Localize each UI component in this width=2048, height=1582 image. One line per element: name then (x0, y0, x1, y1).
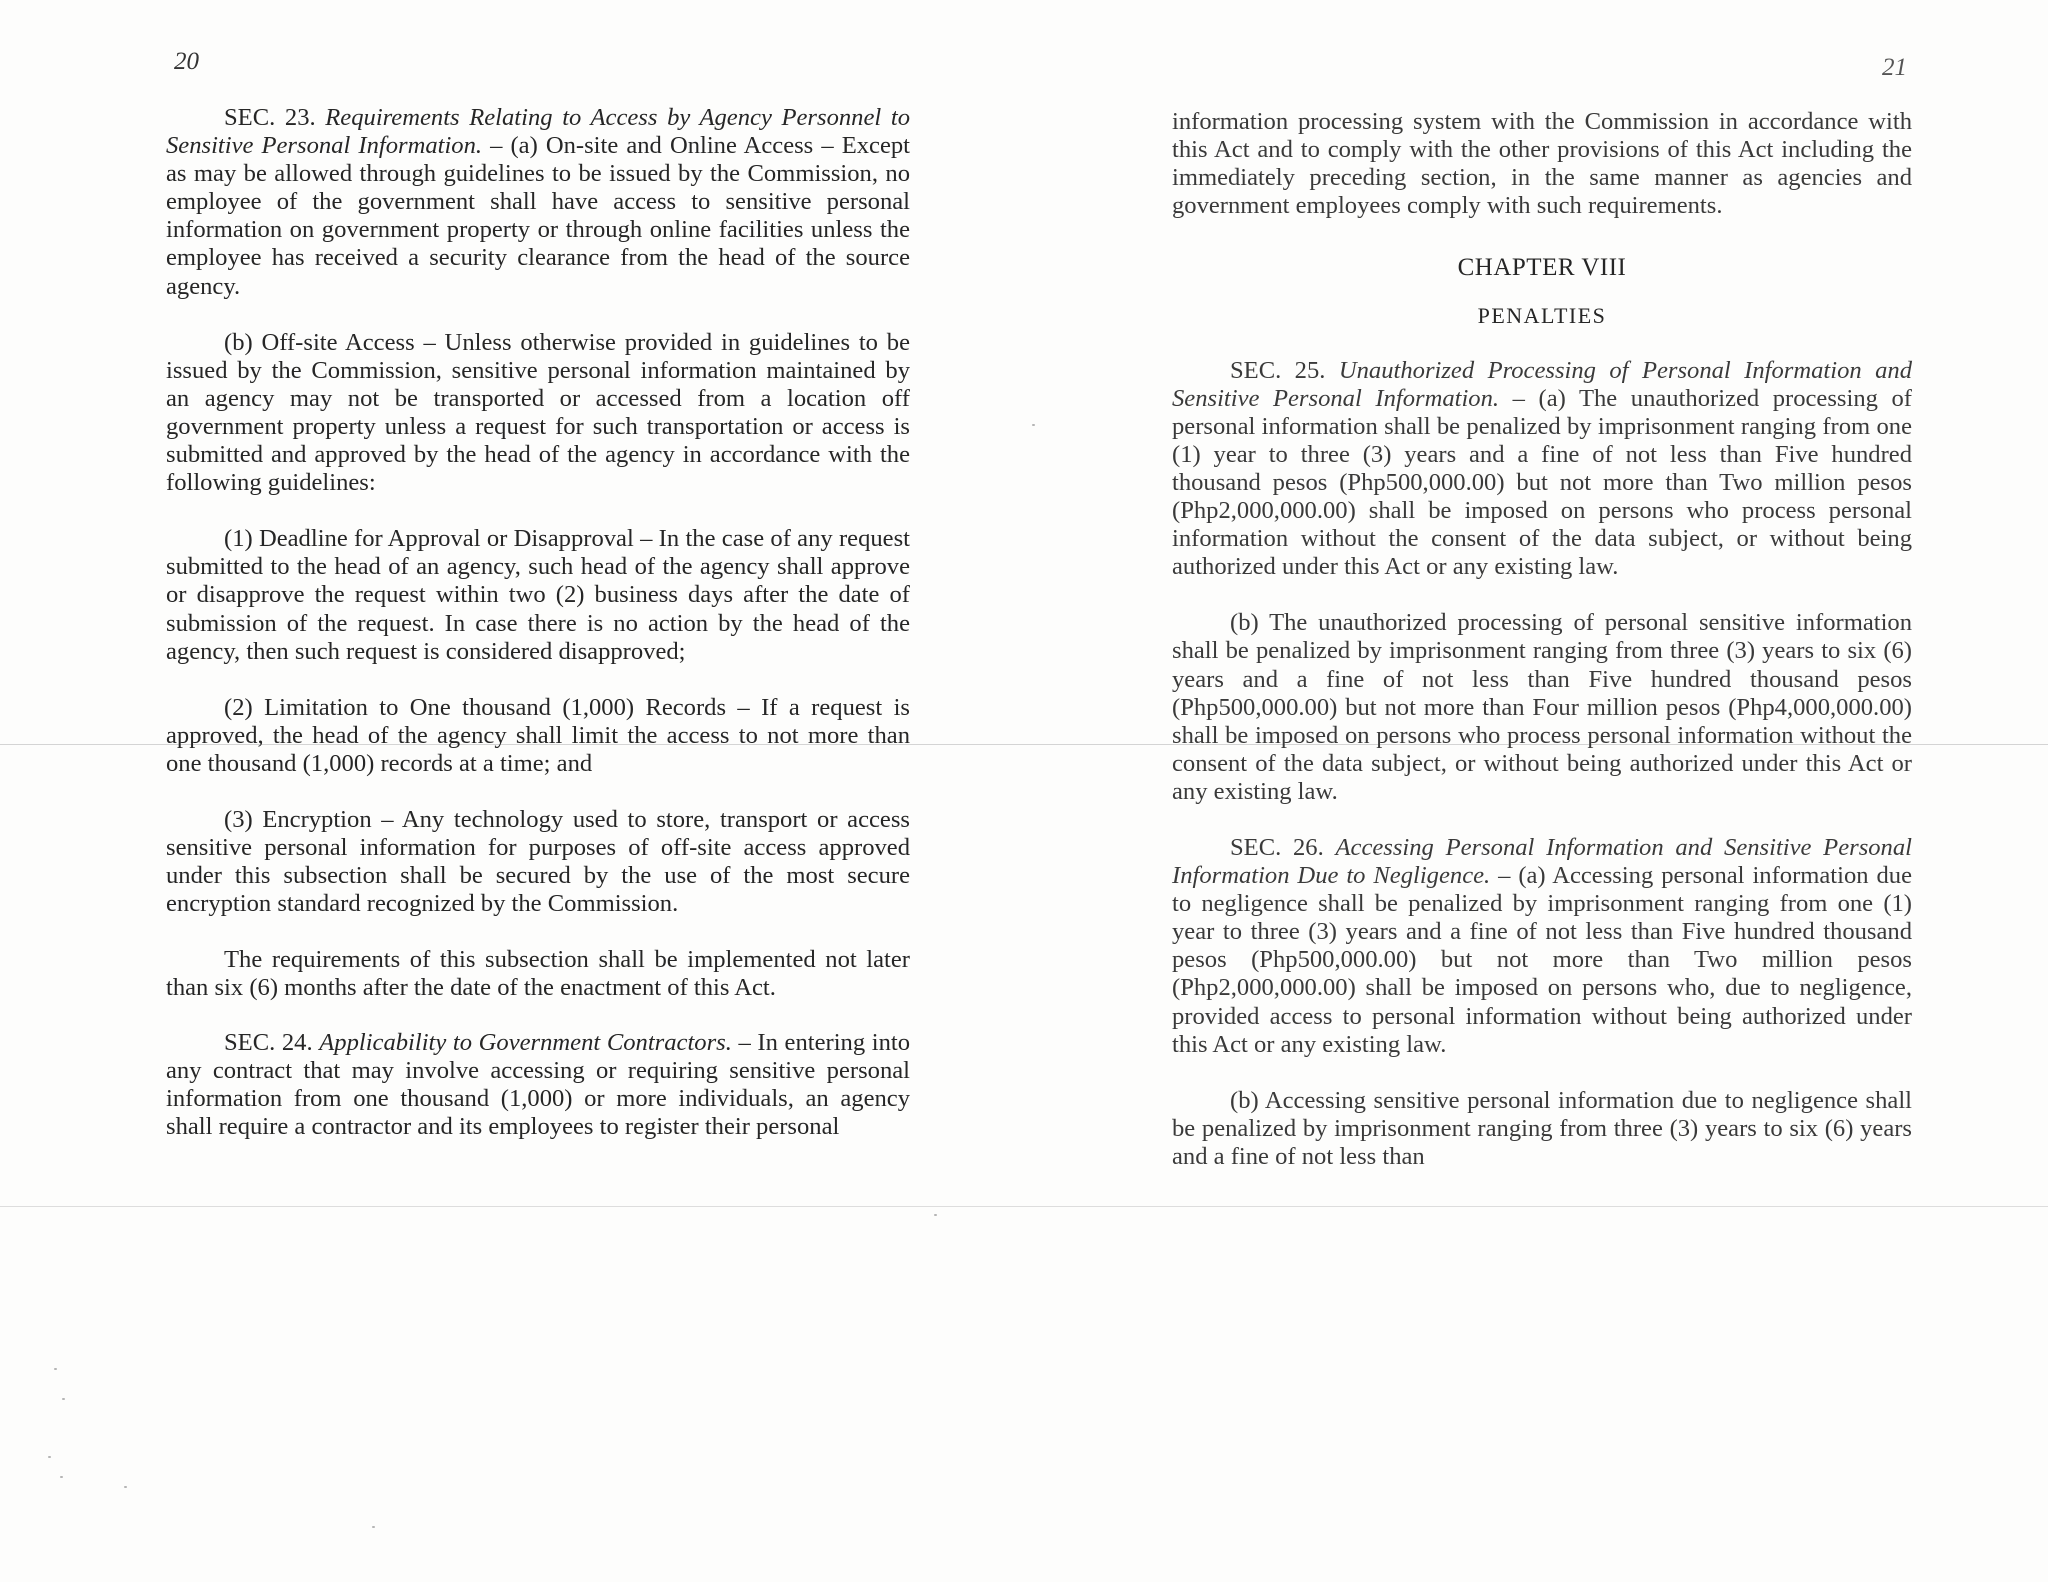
scan-speck (54, 1368, 57, 1370)
sec24-label: SEC. 24. (224, 1028, 313, 1056)
sec23-title: Requirements Relating to Access by Agency Personnel to Sensitive Personal Information. (166, 104, 910, 160)
chapter-title: PENALTIES (1477, 303, 1607, 329)
sec25-paragraph-b: (b) The unauthorized processing of personal sensitive information shall be penalized by imprisonment ranging from three (3) years to six (6) years and a fine of not less than Five hundred thousand pesos (Php500,000.00) but not more than Four million pesos (Php4,000,000.00) shall be imposed on persons who process personal information without the consent of the data subject, or without being authorized under this Act or any existing law. (1172, 609, 1912, 805)
sec25-paragraph-a (1172, 357, 1912, 582)
sec24-title: Applicability to Government Contractors. (319, 1028, 732, 1056)
scan-speck (372, 1526, 375, 1528)
scan-speck (60, 1476, 63, 1478)
page-number-left: 20 (174, 48, 199, 75)
scan-speck (48, 1456, 51, 1458)
sec26-paragraph-a (1172, 834, 1912, 1059)
sec23-item-2: (2) Limitation to One thousand (1,000) Records – If a request is approved, the head of the agency shall limit the access to not more than one thousand (1,000) records at a time; and (166, 693, 910, 777)
scan-fold-line (0, 1206, 2048, 1207)
sec24-continuation: information processing system with the Commission in accordance with this Act and to comply with the other provisions of this Act including the immediately preceding section, in the same manner as agencies and government employees comply with such requirements. (1172, 108, 1912, 220)
scan-speck (124, 1486, 127, 1488)
sec26-a-text: – (a) Accessing personal information due to negligence shall be penalized by imprisonment ranging from one (1) year to three (3) years and a fine of not less than Five hundred thousand pesos (Php500,000.00) but not more than Two million pesos (Php2,000,000.00) shall be imposed on persons who, due to negligence, provided access to personal information without being authorized under this Act or any existing law. (1172, 862, 1912, 1058)
scan-speck (1032, 424, 1035, 426)
sec25-title: Unauthorized Processing of Personal Information and Sensitive Personal Information. (1172, 356, 1912, 412)
sec24-paragraph (166, 1029, 910, 1141)
sec23-paragraph-b: (b) Off-site Access – Unless otherwise provided in guidelines to be issued by the Commission, sensitive personal information maintained by an agency may not be transported or accessed from a location off government property unless a request for such transportation or access is submitted and approved by the head of the agency in accordance with the following guidelines: (166, 328, 910, 497)
sec25-a-text: – (a) The unauthorized processing of personal information shall be penalized by imprisonment ranging from one (1) year to three (3) years and a fine of not less than Five hundred thousand pesos (Php500,000.00) but not more than Two million pesos (Php2,000,000.00) shall be imposed on persons who process personal information without the consent of the data subject, or without being authorized under this Act or any existing law. (1172, 384, 1912, 581)
page-number-right: 21 (1882, 54, 1907, 81)
sec23-item-3: (3) Encryption – Any technology used to store, transport or access sensitive personal information for purposes of off-site access approved under this subsection shall be secured by the use of the most secure encryption standard recognized by the Commission. (166, 805, 910, 918)
sec23-item-1: (1) Deadline for Approval or Disapproval – In the case of any request submitted to the head of an agency, such head of the agency shall approve or disapprove the request within two (2) business days after the date of submission of the request. In case there is no action by the head of the agency, then such request is considered disapproved; (166, 525, 910, 665)
sec26-label: SEC. 26. (1230, 833, 1324, 861)
sec23-a-text: – (a) On-site and Online Access – Except as may be allowed through guidelines to be issued by the Commission, no employee of the government shall have access to sensitive personal information on government property or through online facilities unless the employee has received a security clearance from the head of the source agency. (166, 132, 910, 300)
sec23-label: SEC. 23. (224, 104, 316, 131)
sec25-label: SEC. 25. (1230, 356, 1326, 384)
chapter-heading: CHAPTER VIII (1457, 254, 1627, 282)
scan-speck (62, 1398, 65, 1400)
right-page-column (1172, 108, 1912, 1171)
scan-speck (934, 1214, 937, 1216)
sec24-text: – In entering into any contract that may involve accessing or requiring sensitive personal information from one thousand (1,000) or more individuals, an agency shall require a contractor and its employees to register their personal (166, 1028, 910, 1140)
sec26-title: Accessing Personal Information and Sensitive Personal Information Due to Negligence. (1172, 833, 1912, 890)
sec26-paragraph-b: (b) Accessing sensitive personal information due to negligence shall be penalized by imprisonment ranging from three (3) years to six (6) years and a fine of not less than (1172, 1086, 1912, 1170)
left-page-column (166, 104, 910, 1141)
sec23-closing-paragraph: The requirements of this subsection shall be implemented not later than six (6) months after the date of the enactment of this Act. (166, 946, 910, 1002)
sec23-paragraph-a (166, 104, 910, 301)
